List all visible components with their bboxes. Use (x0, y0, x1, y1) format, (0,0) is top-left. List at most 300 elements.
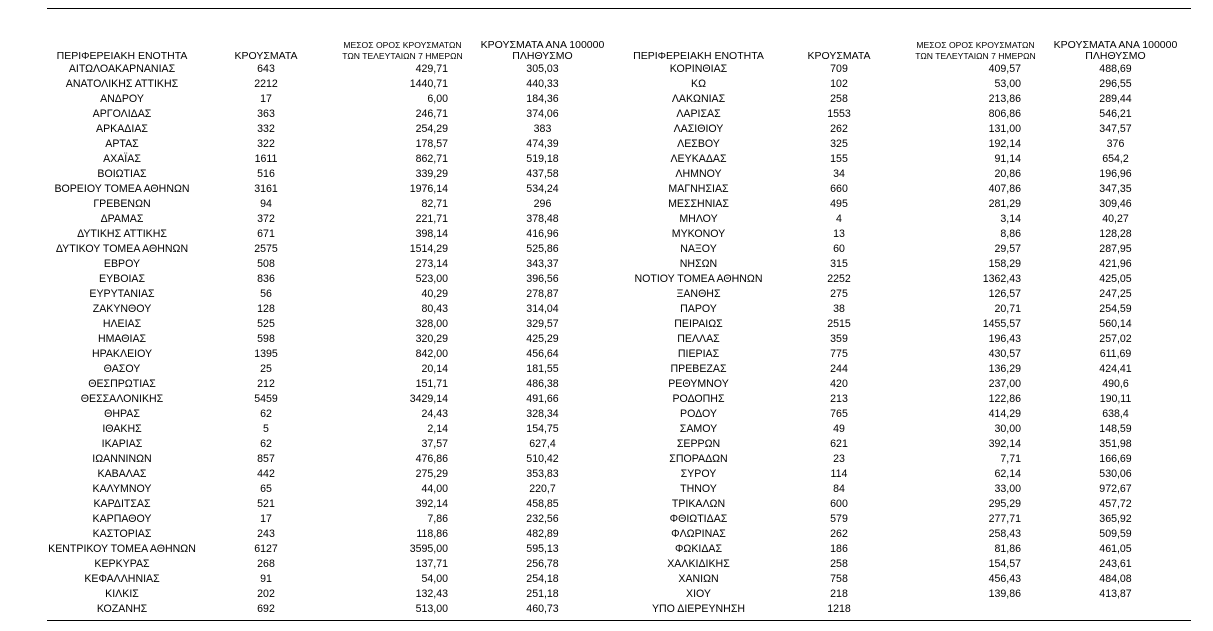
region-cell: ΚΑΡΔΙΤΣΑΣ (93, 498, 151, 510)
cases-cell: 243 (257, 528, 275, 540)
table-row (627, 332, 1188, 347)
rate-cell: 166,69 (1099, 453, 1132, 465)
left-table (47, 35, 615, 617)
rate-cell: 421,96 (1099, 258, 1132, 270)
cases-cell: 600 (830, 498, 848, 510)
cases-cell: 186 (830, 543, 848, 555)
cases-cell: 34 (833, 168, 845, 180)
cases-cell: 218 (830, 588, 848, 600)
rate-cell: 148,59 (1099, 423, 1132, 435)
header-avg: ΜΕΣΟΣ ΟΡΟΣ ΚΡΟΥΣΜΑΤΩΝ ΤΩΝ ΤΕΛΕΥΤΑΙΩΝ 7 ΗΜΕΡΩΝ (915, 40, 1036, 61)
region-cell: ΠΡΕΒΕΖΑΣ (670, 363, 727, 375)
right-table (627, 35, 1188, 617)
rate-cell: 460,73 (526, 603, 559, 615)
region-cell: ΚΟΖΑΝΗΣ (96, 603, 148, 615)
cases-cell: 17 (260, 513, 272, 525)
table-row (627, 572, 1188, 587)
rate-cell: 296 (533, 198, 552, 210)
table-row (47, 452, 615, 467)
avg-cell: 192,14 (988, 138, 1021, 150)
avg-cell: 523,00 (415, 273, 448, 285)
cases-cell: 128 (257, 303, 275, 315)
table-row (627, 542, 1188, 557)
rate-cell: 437,58 (526, 168, 559, 180)
cases-cell: 1395 (254, 348, 278, 360)
table-row (47, 182, 615, 197)
rate-cell: 196,96 (1099, 168, 1132, 180)
cases-cell: 1611 (254, 153, 278, 165)
table-row (47, 482, 615, 497)
cases-cell: 258 (830, 558, 848, 570)
cases-cell: 62 (260, 408, 272, 420)
table-row (627, 392, 1188, 407)
region-cell: ΘΗΡΑΣ (104, 408, 140, 420)
table-row (47, 257, 615, 272)
table-row (47, 512, 615, 527)
cases-cell: 5459 (254, 393, 278, 405)
cases-cell: 114 (830, 468, 848, 480)
rate-cell: 482,89 (526, 528, 559, 540)
region-cell: ΚΑΣΤΟΡΙΑΣ (92, 528, 152, 540)
rate-cell: 40,27 (1102, 213, 1129, 225)
table-row (47, 587, 615, 602)
header-cases: ΚΡΟΥΣΜΑΤΑ (234, 50, 298, 62)
avg-cell: 154,57 (988, 558, 1021, 570)
cases-cell: 23 (833, 453, 845, 465)
rate-cell: 254,59 (1099, 303, 1132, 315)
table-row (627, 227, 1188, 242)
rate-cell: 509,59 (1099, 528, 1132, 540)
avg-cell: 54,00 (421, 573, 448, 585)
cases-cell: 268 (257, 558, 275, 570)
cases-cell: 38 (833, 303, 845, 315)
avg-cell: 20,71 (994, 303, 1021, 315)
rate-cell: 490,6 (1102, 378, 1129, 390)
region-cell: ΑΡΤΑΣ (105, 138, 139, 150)
table-row (627, 482, 1188, 497)
cases-cell: 2515 (827, 318, 851, 330)
region-cell: ΠΕΙΡΑΙΩΣ (674, 318, 723, 330)
table-row (47, 137, 615, 152)
cases-cell: 6127 (254, 543, 278, 555)
cases-cell: 213 (830, 393, 848, 405)
region-cell: ΜΗΛΟΥ (679, 213, 718, 225)
region-cell: ΜΑΓΝΗΣΙΑΣ (668, 183, 729, 195)
cases-cell: 692 (257, 603, 275, 615)
rate-cell: 396,56 (526, 273, 559, 285)
avg-cell: 80,43 (421, 303, 448, 315)
avg-cell: 126,57 (988, 288, 1021, 300)
region-cell: ΕΥΒΟΙΑΣ (99, 273, 145, 285)
rate-cell: 254,18 (526, 573, 559, 585)
cases-cell: 372 (257, 213, 275, 225)
table-row (47, 542, 615, 557)
cases-cell: 65 (260, 483, 272, 495)
table-row (627, 167, 1188, 182)
avg-cell: 3429,14 (409, 393, 448, 405)
avg-cell: 258,43 (988, 528, 1021, 540)
rate-cell: 374,06 (526, 108, 559, 120)
region-cell: ΞΑΝΘΗΣ (676, 288, 721, 300)
avg-cell: 132,43 (415, 588, 448, 600)
rate-cell: 184,36 (526, 93, 559, 105)
rate-cell: 347,57 (1099, 123, 1132, 135)
region-cell: ΣΕΡΡΩΝ (676, 438, 721, 450)
table-row (47, 407, 615, 422)
avg-cell: 1976,14 (409, 183, 448, 195)
avg-cell: 842,00 (415, 348, 448, 360)
cases-cell: 325 (830, 138, 848, 150)
rate-cell: 220,7 (529, 483, 556, 495)
region-cell: ΘΑΣΟΥ (103, 363, 141, 375)
cases-cell: 94 (260, 198, 272, 210)
rate-cell: 314,04 (526, 303, 559, 315)
cases-cell: 508 (257, 258, 275, 270)
region-cell: ΛΑΡΙΣΑΣ (676, 108, 721, 120)
cases-cell: 322 (257, 138, 275, 150)
rate-cell: 181,55 (526, 363, 559, 375)
rate-cell (1043, 602, 1188, 617)
avg-cell: 281,29 (988, 198, 1021, 210)
region-cell: ΑΧΑΪΑΣ (103, 153, 141, 165)
avg-cell: 1440,71 (409, 78, 448, 90)
avg-cell: 862,71 (415, 153, 448, 165)
region-cell: ΠΙΕΡΙΑΣ (677, 348, 720, 360)
region-cell: ΡΟΔΟΥ (680, 408, 717, 420)
rate-cell: 287,95 (1099, 243, 1132, 255)
cases-cell: 1553 (827, 108, 851, 120)
rate-cell: 638,4 (1102, 408, 1129, 420)
cases-cell: 420 (830, 378, 848, 390)
table-row (47, 377, 615, 392)
cases-cell: 2252 (827, 273, 851, 285)
region-cell: ΔΥΤΙΚΗΣ ΑΤΤΙΚΗΣ (77, 228, 167, 240)
table-row (627, 422, 1188, 437)
left-table-body (47, 62, 615, 617)
avg-cell: 8,86 (1000, 228, 1021, 240)
table-row (47, 77, 615, 92)
region-cell: ΗΜΑΘΙΑΣ (97, 333, 147, 345)
region-cell: ΛΕΣΒΟΥ (677, 138, 720, 150)
rate-cell: 305,03 (526, 63, 559, 75)
rate-cell: 383 (533, 123, 552, 135)
avg-cell: 339,29 (415, 168, 448, 180)
cases-cell: 91 (260, 573, 272, 585)
table-row (47, 122, 615, 137)
table-row (627, 527, 1188, 542)
cases-cell: 202 (257, 588, 275, 600)
rate-cell: 546,21 (1099, 108, 1132, 120)
avg-cell: 131,00 (988, 123, 1021, 135)
table-row (627, 512, 1188, 527)
region-cell: ΒΟΡΕΙΟΥ ΤΟΜΕΑ ΑΘΗΝΩΝ (54, 183, 190, 195)
region-cell: ΠΑΡΟΥ (680, 303, 717, 315)
rate-cell: 425,05 (1099, 273, 1132, 285)
cases-cell: 758 (830, 573, 848, 585)
rate-cell: 190,11 (1099, 393, 1132, 405)
avg-cell: 20,86 (994, 168, 1021, 180)
rate-cell: 458,85 (526, 498, 559, 510)
table-row (47, 317, 615, 332)
region-cell: ΙΩΑΝΝΙΝΩΝ (92, 453, 152, 465)
region-cell: ΚΑΒΑΛΑΣ (97, 468, 147, 480)
cases-cell: 13 (833, 228, 845, 240)
region-cell: ΤΗΝΟΥ (680, 483, 717, 495)
cases-cell: 315 (830, 258, 848, 270)
cases-cell: 359 (830, 333, 848, 345)
table-row (47, 572, 615, 587)
avg-cell: 392,14 (988, 438, 1021, 450)
rate-cell: 486,38 (526, 378, 559, 390)
avg-cell: 44,00 (421, 483, 448, 495)
region-cell: ΦΘΙΩΤΙΔΑΣ (669, 513, 728, 525)
avg-cell (908, 602, 1043, 617)
avg-cell: 118,86 (416, 528, 448, 540)
avg-cell: 81,86 (994, 543, 1021, 555)
region-cell: ΦΩΚΙΔΑΣ (674, 543, 723, 555)
region-cell: ΔΥΤΙΚΟΥ ΤΟΜΕΑ ΑΘΗΝΩΝ (55, 243, 189, 255)
rate-cell: 128,28 (1099, 228, 1132, 240)
avg-cell: 409,57 (988, 63, 1021, 75)
cases-cell: 521 (257, 498, 275, 510)
cases-cell: 442 (257, 468, 275, 480)
region-cell: ΧΑΛΚΙΔΙΚΗΣ (667, 558, 730, 570)
avg-cell: 53,00 (994, 78, 1021, 90)
cases-cell: 4 (836, 213, 842, 225)
cases-cell: 60 (833, 243, 845, 255)
avg-cell: 414,29 (988, 408, 1021, 420)
header-region: ΠΕΡΙΦΕΡΕΙΑΚΗ ΕΝΟΤΗΤΑ (56, 50, 188, 62)
avg-cell: 6,00 (427, 93, 448, 105)
table-row (627, 407, 1188, 422)
rate-cell: 654,2 (1102, 153, 1129, 165)
header-region: ΠΕΡΙΦΕΡΕΙΑΚΗ ΕΝΟΤΗΤΑ (633, 50, 764, 62)
region-cell: ΥΠΟ ΔΙΕΡΕΥΝΗΣΗ (651, 603, 746, 615)
region-cell: ΛΗΜΝΟΥ (675, 168, 722, 180)
avg-cell: 33,00 (994, 483, 1021, 495)
table-row (627, 197, 1188, 212)
cases-cell: 671 (257, 228, 275, 240)
avg-cell: 3595,00 (409, 543, 448, 555)
cases-cell: 495 (830, 198, 848, 210)
avg-cell: 158,29 (988, 258, 1021, 270)
cases-cell: 621 (830, 438, 848, 450)
table-row (47, 467, 615, 482)
rate-cell: 525,86 (526, 243, 559, 255)
rate-cell: 353,83 (526, 468, 559, 480)
avg-cell: 82,71 (421, 198, 448, 210)
table-row (627, 242, 1188, 257)
avg-cell: 513,00 (415, 603, 448, 615)
rate-cell: 329,57 (526, 318, 559, 330)
table-row (627, 287, 1188, 302)
table-row (47, 212, 615, 227)
table-row (627, 452, 1188, 467)
avg-cell: 30,00 (994, 423, 1021, 435)
avg-cell: 1362,43 (982, 273, 1021, 285)
avg-cell: 7,86 (427, 513, 448, 525)
region-cell: ΧΙΟΥ (686, 588, 711, 600)
rate-cell: 560,14 (1099, 318, 1132, 330)
region-cell: ΘΕΣΣΑΛΟΝΙΚΗΣ (80, 393, 164, 405)
region-cell: ΙΘΑΚΗΣ (102, 423, 142, 435)
rate-cell: 611,69 (1099, 348, 1132, 360)
avg-cell: 2,14 (427, 423, 448, 435)
table-row (47, 62, 615, 77)
cases-cell: 2212 (254, 78, 278, 90)
table-row (47, 242, 615, 257)
table-row (47, 152, 615, 167)
rate-cell: 519,18 (526, 153, 559, 165)
cases-cell: 17 (260, 93, 272, 105)
cases-cell: 660 (830, 183, 848, 195)
table-row (47, 92, 615, 107)
avg-cell: 806,86 (988, 108, 1021, 120)
table-row (627, 92, 1188, 107)
rate-cell: 251,18 (526, 588, 559, 600)
region-cell: ΑΡΚΑΔΙΑΣ (96, 123, 148, 135)
rate-cell: 413,87 (1099, 588, 1132, 600)
rate-cell: 456,64 (526, 348, 559, 360)
table-row (627, 587, 1188, 602)
avg-cell: 392,14 (415, 498, 448, 510)
region-cell: ΧΑΝΙΩΝ (678, 573, 719, 585)
cases-cell: 775 (830, 348, 848, 360)
region-cell: ΚΑΛΥΜΝΟΥ (92, 483, 152, 495)
avg-cell: 320,29 (415, 333, 448, 345)
rate-cell: 256,78 (526, 558, 559, 570)
table-row (627, 467, 1188, 482)
region-cell: ΖΑΚΥΝΘΟΥ (92, 303, 152, 315)
cases-cell: 275 (830, 288, 848, 300)
avg-cell: 277,71 (988, 513, 1021, 525)
region-cell: ΝΑΞΟΥ (680, 243, 717, 255)
avg-cell: 328,00 (415, 318, 448, 330)
region-cell: ΚΕΡΚΥΡΑΣ (94, 558, 150, 570)
avg-cell: 1455,57 (982, 318, 1021, 330)
rate-cell: 972,67 (1099, 483, 1132, 495)
table-row (627, 362, 1188, 377)
table-row (47, 527, 615, 542)
table-row (627, 317, 1188, 332)
cases-cell: 262 (830, 123, 848, 135)
avg-cell: 295,29 (988, 498, 1021, 510)
table-row (47, 302, 615, 317)
cases-cell: 49 (833, 423, 845, 435)
rate-cell: 595,13 (526, 543, 559, 555)
region-cell: ΛΑΣΙΘΙΟΥ (673, 123, 724, 135)
avg-cell: 122,86 (988, 393, 1021, 405)
cases-cell: 598 (257, 333, 275, 345)
cases-cell: 84 (833, 483, 845, 495)
avg-cell: 139,86 (988, 588, 1021, 600)
cases-cell: 5 (263, 423, 269, 435)
region-cell: ΑΙΤΩΛΟΑΚΑΡΝΑΝΙΑΣ (68, 63, 176, 75)
cases-cell: 516 (257, 168, 275, 180)
left-header-row (47, 35, 615, 62)
rate-cell: 424,41 (1099, 363, 1132, 375)
table-row (47, 602, 615, 617)
region-cell: ΑΝΔΡΟΥ (100, 93, 144, 105)
region-cell: ΡΟΔΟΠΗΣ (672, 393, 725, 405)
table-row (627, 212, 1188, 227)
avg-cell: 3,14 (1000, 213, 1021, 225)
avg-cell: 430,57 (988, 348, 1021, 360)
avg-cell: 273,14 (415, 258, 448, 270)
region-cell: ΑΡΓΟΛΙΔΑΣ (92, 108, 152, 120)
header-avg: ΜΕΣΟΣ ΟΡΟΣ ΚΡΟΥΣΜΑΤΩΝ ΤΩΝ ΤΕΛΕΥΤΑΙΩΝ 7 ΗΜΕΡΩΝ (342, 40, 463, 61)
header-rate: ΚΡΟΥΣΜΑΤΑ ΑΝΑ 100000 ΠΛΗΘΥΣΜΟ (480, 39, 605, 62)
table-row (47, 347, 615, 362)
avg-cell: 40,29 (421, 288, 448, 300)
region-cell: ΣΑΜΟΥ (679, 423, 718, 435)
header-rate: ΚΡΟΥΣΜΑΤΑ ΑΝΑ 100000 ΠΛΗΘΥΣΜΟ (1053, 39, 1178, 62)
cases-cell: 2575 (254, 243, 278, 255)
avg-cell: 221,71 (415, 213, 448, 225)
avg-cell: 178,57 (415, 138, 448, 150)
table-row (627, 122, 1188, 137)
rate-cell: 510,42 (526, 453, 559, 465)
avg-cell: 213,86 (988, 93, 1021, 105)
avg-cell: 456,43 (988, 573, 1021, 585)
region-cell: ΔΡΑΜΑΣ (100, 213, 144, 225)
rate-cell: 425,29 (526, 333, 559, 345)
avg-cell: 1514,29 (409, 243, 448, 255)
rate-cell: 289,44 (1099, 93, 1132, 105)
region-cell: ΤΡΙΚΑΛΩΝ (671, 498, 726, 510)
table-row (627, 62, 1188, 77)
table-row (627, 602, 1188, 617)
rate-cell: 461,05 (1099, 543, 1132, 555)
avg-cell: 254,29 (415, 123, 448, 135)
table-row (47, 362, 615, 377)
avg-cell: 237,00 (988, 378, 1021, 390)
region-cell: ΗΡΑΚΛΕΙΟΥ (91, 348, 153, 360)
region-cell: ΣΠΟΡΑΔΩΝ (669, 453, 728, 465)
rate-cell: 154,75 (526, 423, 559, 435)
region-cell: ΚΩ (691, 78, 706, 90)
region-cell: ΛΑΚΩΝΙΑΣ (671, 93, 726, 105)
cases-cell: 3161 (254, 183, 278, 195)
cases-cell: 857 (257, 453, 275, 465)
rate-cell: 328,34 (526, 408, 559, 420)
rate-cell: 343,37 (526, 258, 559, 270)
table-row (627, 437, 1188, 452)
table-row (627, 182, 1188, 197)
avg-cell: 136,29 (988, 363, 1021, 375)
rate-cell: 534,24 (526, 183, 559, 195)
avg-cell: 29,57 (994, 243, 1021, 255)
cases-cell: 363 (257, 108, 275, 120)
region-cell: ΙΚΑΡΙΑΣ (101, 438, 143, 450)
rate-cell: 627,4 (529, 438, 556, 450)
rate-cell: 309,46 (1099, 198, 1132, 210)
cases-cell: 244 (830, 363, 848, 375)
rate-cell: 488,69 (1099, 63, 1132, 75)
table-row (47, 437, 615, 452)
table-row (627, 137, 1188, 152)
cases-cell: 332 (257, 123, 275, 135)
table-row (627, 557, 1188, 572)
cases-cell: 258 (830, 93, 848, 105)
table-row (47, 392, 615, 407)
avg-cell: 246,71 (415, 108, 448, 120)
region-cell: ΚΟΡΙΝΘΙΑΣ (669, 63, 728, 75)
avg-cell: 24,43 (421, 408, 448, 420)
cases-cell: 579 (830, 513, 848, 525)
table-row (47, 287, 615, 302)
cases-cell: 643 (257, 63, 275, 75)
